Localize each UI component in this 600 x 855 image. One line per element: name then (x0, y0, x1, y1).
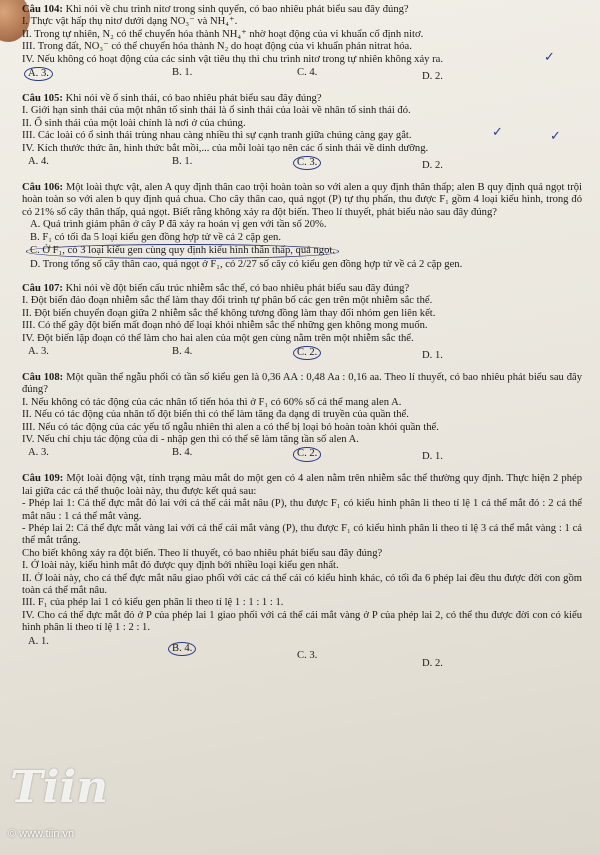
answer-options (22, 156, 582, 170)
question-106 (22, 182, 582, 271)
statement: III. Có thể gây đột biến mất đoạn nhỏ để loại khỏi nhiễm sắc thể những gen không mong muốn. (22, 320, 428, 332)
question-stem: Một loài động vật, tính trạng màu mắt do một gen có 4 alen nằm trên nhiễm sắc thể thường quy định. Thực hiện 2 phép lai giữa các cá thể thuộc loài này, thu được kết quả sau: (22, 473, 583, 497)
option-d: D. 2. (422, 657, 443, 669)
statement: A. Quá trình giảm phân ở cây P đã xảy ra hoán vị gen với tần số 20%. (30, 219, 327, 231)
statement: IV. Nếu chỉ chịu tác động của di - nhập gen thì có thể sẽ làm tăng tần số alen A. (22, 433, 359, 445)
statement: II. Ở loài này, cho cá thể đực mắt nâu giao phối với các cá thể cái có kiểu hình khác, có tối đa 6 phép lai đều thu được đời con gồm toàn cá thể mắt nâu. (22, 572, 582, 597)
statement: III. Nếu có tác động của các yếu tố ngẫu nhiên thì alen a có thể bị loại bỏ hoàn toàn khỏi quần thể. (22, 421, 439, 433)
question-105 (22, 93, 582, 170)
option-c: C. 3. (297, 649, 318, 661)
question-stem: Khi nói về ổ sinh thái, có bao nhiêu phát biểu sau đây đúng? (65, 93, 322, 105)
question-104 (22, 4, 582, 81)
question-number: Câu 105: (22, 93, 63, 105)
statement: IV. Cho cá thể đực mắt đỏ ở P của phép lai 1 giao phối với cá thể cái mắt vàng ở P của phép lai 2, có thể thu được đời con có kiểu hình phân li theo tỉ lệ 1 : 2 : 1. (22, 609, 582, 634)
statement: III. Các loài có ổ sinh thái trùng nhau càng nhiều thì sự cạnh tranh giữa chúng càng gay gắt. (22, 130, 412, 142)
option-a: A. 3. (24, 67, 53, 81)
option-d: D. 2. (422, 160, 443, 172)
question-number: Câu 109: (22, 473, 64, 485)
question-number: Câu 108: (22, 371, 64, 383)
statement: I. Thực vật hấp thụ nitơ dưới dạng NO₃⁻ và NH₄⁺. (22, 16, 238, 28)
statement: I. Đột biến đảo đoạn nhiễm sắc thể làm thay đổi trình tự phân bố các gen trên một nhiễm sắc thể. (22, 295, 433, 307)
question-stem: Một loài thực vật, alen A quy định thân cao trội hoàn toàn so với alen a quy định thân thấp; alen B quy định quả ngọt trội hoàn toàn so với alen b quy định quả chua. Cho cây thân cao, quả ngọt (P) tự thụ phấn, thu được F₁ gồm 4 loại kiểu hình, trong đó có 21% số cây thân thấp, quả ngọt. Biết rằng không xảy ra đột biến. Theo lí thuyết, phát biểu nào sau đây đúng? (22, 182, 582, 218)
option-b: B. 4. (168, 642, 196, 656)
statement: I. Giới hạn sinh thái của một nhân tố sinh thái là ổ sinh thái của loài về nhân tố sinh thái đó. (22, 105, 411, 117)
statement: IV. Kích thước thức ăn, hình thức bắt mồi,... của mỗi loài tạo nên các ổ sinh thái về dinh dưỡng. (22, 142, 429, 154)
question-stem: Khi nói về đột biến cấu trúc nhiễm sắc thể, có bao nhiêu phát biểu sau đây đúng? (65, 282, 410, 294)
option-b: B. 1. (172, 156, 193, 168)
option-b: B. 4. (172, 345, 193, 357)
check-mark: ✓ (544, 49, 555, 65)
question-number: Câu 107: (22, 282, 63, 294)
question-number: Câu 104: (22, 4, 63, 15)
option-d: D. 1. (422, 349, 443, 361)
option-b: B. 1. (172, 67, 193, 79)
statement: D. Trong tổng số cây thân cao, quả ngọt ở F₁, có 2/27 số cây có kiểu gen đồng hợp tử về cả 2 cặp gen. (30, 258, 463, 270)
statement: III. F₁ của phép lai 1 có kiểu gen phân li theo tỉ lệ 1 : 1 : 1 : 1. (22, 597, 284, 609)
option-c: C. 4. (297, 67, 318, 79)
question-108 (22, 372, 582, 461)
answer-options (22, 447, 582, 461)
option-a: A. 4. (28, 156, 49, 168)
statement: - Phép lai 1: Cá thể đực mắt đỏ lai với cá thể cái mắt nâu (P), thu được F₁ có kiểu hình phân li theo tỉ lệ 1 cá thể mắt đỏ : 2 cá thể mắt nâu : 1 cá thể mắt vàng. (22, 498, 582, 522)
statement: I. Nếu không có tác động của các nhân tố tiến hóa thì ở F₁ có 60% số cá thể mang alen A. (22, 396, 402, 408)
option-a: A. 3. (28, 345, 49, 357)
statement: II. Ổ sinh thái của một loài chính là nơi ở của chúng. (22, 117, 246, 129)
question-stem: Một quần thể ngẫu phối có tần số kiểu gen là 0,36 AA : 0,48 Aa : 0,16 aa. Theo lí thuyết, có bao nhiêu phát biểu sau đây đúng? (22, 371, 583, 396)
option-d: D. 1. (422, 451, 443, 463)
statement: II. Nếu có tác động của nhân tố đột biến thì có thể làm tăng đa dạng di truyền của quần thể. (22, 409, 409, 421)
question-107 (22, 283, 582, 360)
statement: I. Ở loài này, kiểu hình mắt đỏ được quy định bởi nhiều loại kiểu gen nhất. (22, 560, 339, 572)
option-c: C. 2. (293, 447, 321, 461)
question-stem: Khi nói về chu trình nitơ trong sinh quyển, có bao nhiêu phát biểu sau đây đúng? (65, 4, 409, 15)
option-d: D. 2. (422, 71, 443, 83)
check-mark: ✓ (492, 125, 503, 141)
option-a: A. 3. (28, 447, 49, 459)
option-b: B. 4. (172, 447, 193, 459)
option-a: A. 1. (28, 635, 49, 647)
question-number: Câu 106: (22, 182, 64, 194)
chosen-answer: C. Ở F₁, có 3 loại kiểu gen cùng quy định kiểu hình thân thấp, quả ngọt. (26, 244, 339, 258)
check-mark: ✓ (550, 128, 561, 144)
answer-options (22, 346, 582, 360)
statement: II. Trong tự nhiên, N₂ có thể chuyển hóa thành NH₄⁺ nhờ hoạt động của vi khuẩn cố định nitơ. (22, 28, 424, 40)
question-109 (22, 473, 583, 669)
statement: II. Đột biến chuyển đoạn giữa 2 nhiễm sắc thể không tương đồng làm thay đổi nhóm gen liên kết. (22, 307, 436, 319)
statement: IV. Nếu không có hoạt động của các sinh vật tiêu thụ thì chu trình nitơ trong tự nhiên không xảy ra. (22, 53, 443, 65)
statement: Cho biết không xảy ra đột biến. Theo lí thuyết, có bao nhiêu phát biểu sau đây đúng? (22, 547, 383, 559)
exam-content (22, 4, 583, 669)
statement: III. Trong đất, NO₃⁻ có thể chuyển hóa thành N₂ do hoạt động của vi khuẩn phản nitrat hóa. (22, 41, 412, 53)
statement: - Phép lai 2: Cá thể đực mắt vàng lai với cá thể cái mắt vàng (P), thu được F₁ có kiểu hình phân li theo tỉ lệ 3 cá thể mắt vàng : 1 cá thể mắt trắng. (22, 523, 582, 547)
statement: B. F₁ có tối đa 5 loại kiểu gen đồng hợp tử về cả 2 cặp gen. (30, 231, 281, 243)
tiin-logo: Tiin (10, 762, 109, 813)
answer-options (22, 635, 582, 669)
option-c: C. 3. (293, 156, 321, 170)
tiin-watermark (2, 762, 132, 852)
statement: IV. Đột biến lặp đoạn có thể làm cho hai alen của một gen cùng nằm trên một nhiễm sắc thể. (22, 332, 414, 344)
answer-options (22, 67, 582, 81)
watermark-url: © www.tiin.vn (8, 828, 75, 840)
option-c: C. 2. (293, 346, 321, 360)
